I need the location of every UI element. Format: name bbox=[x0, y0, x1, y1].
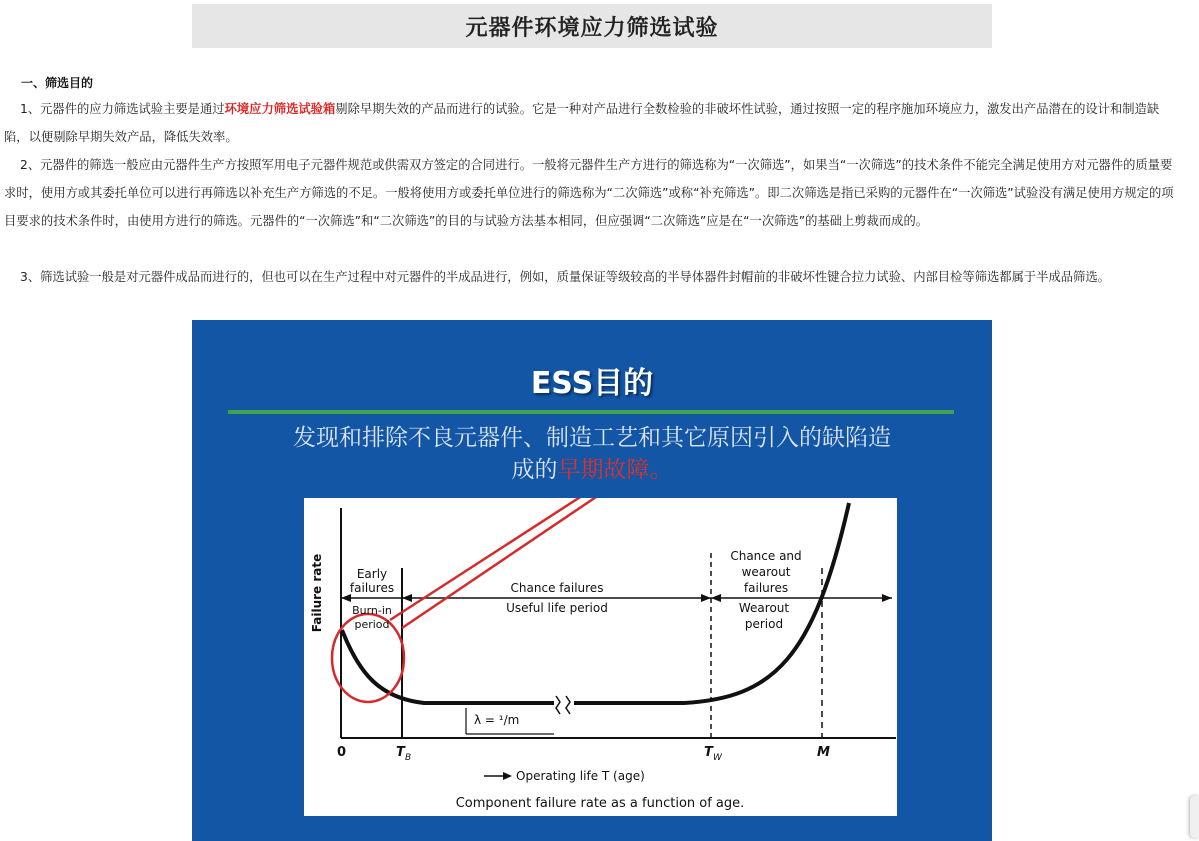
slide-subtitle-line-2 bbox=[232, 454, 952, 486]
section-heading: 一、筛选目的 bbox=[21, 76, 94, 90]
tick-tb: T bbox=[396, 745, 405, 760]
early-label-1: Early bbox=[356, 567, 388, 581]
side-float-tab[interactable] bbox=[1190, 796, 1199, 838]
tick-tb-sub: B bbox=[405, 753, 412, 763]
slide-subtitle-highlight: 早期故障 bbox=[557, 457, 650, 483]
wearout-label-2: wearout bbox=[741, 565, 791, 579]
burnin-label-1: Burn-in bbox=[352, 604, 392, 617]
slide-title: ESS目的 bbox=[530, 366, 654, 401]
wearout-label-4: Wearout bbox=[738, 601, 790, 615]
chart-caption: Component failure rate as a function of age. bbox=[455, 796, 745, 811]
burnin-label-2: period bbox=[354, 618, 390, 631]
failure-rate-curve-early bbox=[342, 630, 554, 703]
tick-tw-sub: W bbox=[713, 753, 722, 763]
slide-divider bbox=[228, 410, 954, 414]
tick-m: M bbox=[817, 745, 830, 760]
paragraph-1-start: 1、元器件的应力筛选试验主要是通过 bbox=[20, 102, 225, 116]
tick-tw: T bbox=[704, 745, 713, 760]
chance-label-2: Useful life period bbox=[506, 601, 608, 615]
bathtub-chart bbox=[304, 498, 897, 816]
wearout-label-3: failures bbox=[743, 581, 789, 595]
paragraph-2: 2、元器件的筛选一般应由元器件生产方按照军用电子元器件规范或供需双方签定的合同进行。一般将元器件生产方进行的筛选称为“一次筛选”，如果当“一次筛选”的技术条件不能完全满足使用方对元器件的质量要求时，使用方或其委托单位可以进行再筛选以补充生产方筛选的不足。一般将使用方或委托单位进行的筛选称为“二次筛选”或称“补充筛选”。即二次筛选是指已采购的元器件在“一次筛选”试验没有满足使用方规定的项目要求的技术条件时，由使用方进行的筛选。元器件的“一次筛选”和“二次筛选”的目的与试验方法基本相同，但应强调“二次筛选”应是在“一次筛选”的基础上剪裁而成的。 bbox=[4, 158, 1174, 228]
slide-subtitle-line-1: 发现和排除不良元器件、制造工艺和其它原因引入的缺陷造 bbox=[293, 425, 891, 451]
y-axis-label: Failure rate bbox=[310, 553, 324, 633]
slide-subtitle-start: 成的 bbox=[511, 457, 558, 483]
page-title: 元器件环境应力筛选试验 bbox=[465, 15, 719, 41]
early-label-2: failures bbox=[349, 581, 395, 595]
paragraph-3: 3、筛选试验一般是对元器件成品而进行的，但也可以在生产过程中对元器件的半成品进行，例如，质量保证等级较高的半导体器件封帽前的非破坏性键合拉力试验、内部目检等筛选都属于半成品筛选。 bbox=[20, 270, 1110, 284]
wearout-label-5: period bbox=[744, 617, 784, 631]
page-title-bar bbox=[192, 4, 992, 48]
ess-chamber-link[interactable]: 环境应力筛选试验箱 bbox=[224, 102, 336, 116]
tick-0: 0 bbox=[337, 745, 347, 760]
ess-slide-image bbox=[192, 320, 992, 841]
wearout-label-1: Chance and bbox=[730, 549, 802, 563]
slide-subtitle-end: 。 bbox=[649, 457, 673, 483]
x-axis-label: Operating life T (age) bbox=[516, 769, 645, 783]
paragraph-1 bbox=[4, 95, 1180, 151]
chance-label-1: Chance failures bbox=[510, 581, 604, 595]
lambda-label: λ = ¹/m bbox=[474, 713, 520, 727]
bathtub-chart-svg bbox=[304, 498, 897, 816]
paragraph-1-end: 剔除早期失效的产品而进行的试验。它是一种对产品进行全数检验的非破坏性试验，通过按照一定的程序施加环境应力，激发出产品潜在的设计和制造缺陷，以便剔除早期失效产品，降低失效率。 bbox=[4, 102, 1160, 144]
slide-subtitle bbox=[232, 422, 952, 486]
